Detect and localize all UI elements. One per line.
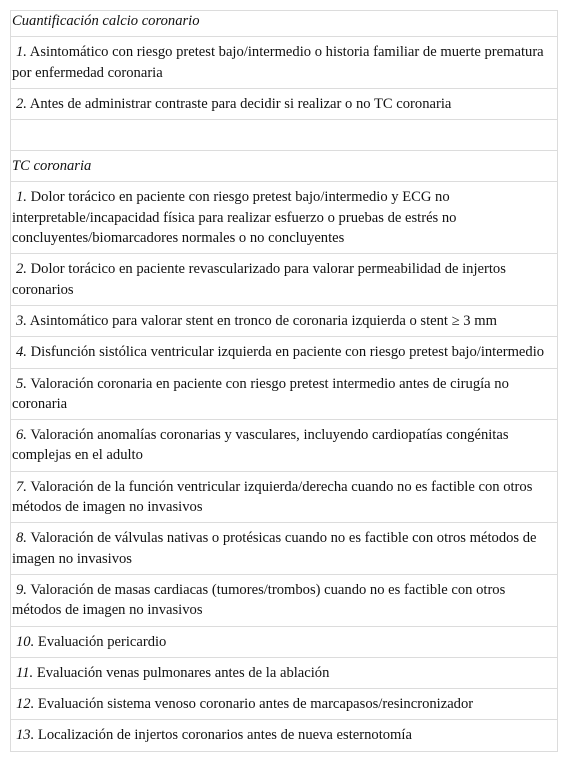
table-row bbox=[11, 523, 558, 575]
table-row bbox=[11, 720, 558, 751]
item-text: Valoración anomalías coronarias y vasculares, incluyendo cardiopatías congénitas complejas en el adulto bbox=[12, 427, 509, 464]
table-row bbox=[11, 471, 558, 523]
item-text: Evaluación pericardio bbox=[37, 633, 167, 650]
table-row bbox=[11, 182, 558, 254]
item-number: 2. bbox=[16, 95, 27, 112]
item-number: 2. bbox=[16, 261, 27, 278]
table-row bbox=[11, 657, 558, 688]
item-text: Asintomático con riesgo pretest bajo/intermedio o historia familiar de muerte prematura por enfermedad coronaria bbox=[12, 44, 544, 81]
table-row bbox=[11, 574, 558, 626]
table-row bbox=[11, 420, 558, 472]
table-row bbox=[11, 305, 558, 336]
section-title: TC coronaria bbox=[11, 151, 558, 182]
item-number: 13. bbox=[16, 727, 35, 744]
table-row bbox=[11, 37, 558, 89]
item-number: 4. bbox=[16, 344, 27, 361]
item-text: Evaluación venas pulmonares antes de la ablación bbox=[36, 664, 330, 681]
item-text: Evaluación sistema venoso coronario antes de marcapasos/resincronizador bbox=[37, 696, 474, 713]
item-number: 3. bbox=[16, 312, 27, 329]
item-text: Valoración de la función ventricular izquierda/derecha cuando no es factible con otros métodos de imagen no invasivos bbox=[12, 478, 533, 516]
item-number: 12. bbox=[16, 696, 35, 713]
item-number: 8. bbox=[16, 530, 27, 547]
item-number: 7. bbox=[16, 478, 27, 495]
item-text: Localización de injertos coronarios antes de nueva esternotomía bbox=[37, 727, 412, 744]
table-row bbox=[11, 254, 558, 306]
item-text: Antes de administrar contraste para decidir si realizar o no TC coronaria bbox=[29, 95, 452, 112]
table-row bbox=[11, 368, 558, 420]
item-text: Dolor torácico en paciente con riesgo pretest bajo/intermedio y ECG no interpretable/incapacidad física para realizar esfuerzo o pruebas de estrés no concluyentes/biomarcadores normales o no concluyentes bbox=[12, 189, 457, 247]
table-row bbox=[11, 337, 558, 368]
empty-row bbox=[11, 120, 558, 151]
item-number: 1. bbox=[16, 44, 27, 61]
item-text: Valoración coronaria en paciente con riesgo pretest intermedio antes de cirugía no coronaria bbox=[12, 375, 509, 412]
item-text: Valoración de masas cardiacas (tumores/trombos) cuando no es factible con otros métodos de imagen no invasivos bbox=[12, 581, 506, 619]
item-text: Disfunción sistólica ventricular izquierda en paciente con riesgo pretest bajo/intermedio bbox=[30, 344, 545, 361]
table-row bbox=[11, 689, 558, 720]
section-header-row bbox=[11, 151, 558, 182]
table-row bbox=[11, 88, 558, 119]
table-row bbox=[11, 626, 558, 657]
item-number: 11. bbox=[16, 664, 34, 681]
item-number: 9. bbox=[16, 581, 27, 598]
item-number: 6. bbox=[16, 427, 27, 444]
item-number: 10. bbox=[16, 633, 35, 650]
item-text: Asintomático para valorar stent en tronco de coronaria izquierda o stent ≥ 3 mm bbox=[29, 312, 497, 329]
item-number: 1. bbox=[16, 189, 27, 206]
item-text: Valoración de válvulas nativas o protésicas cuando no es factible con otros métodos de imagen no invasivos bbox=[12, 530, 537, 567]
item-number: 5. bbox=[16, 375, 27, 392]
item-text: Dolor torácico en paciente revascularizado para valorar permeabilidad de injertos coronarios bbox=[12, 261, 506, 298]
section-title: Cuantificación calcio coronario bbox=[11, 11, 558, 37]
indications-table bbox=[10, 10, 558, 752]
section-header-row bbox=[11, 11, 558, 37]
